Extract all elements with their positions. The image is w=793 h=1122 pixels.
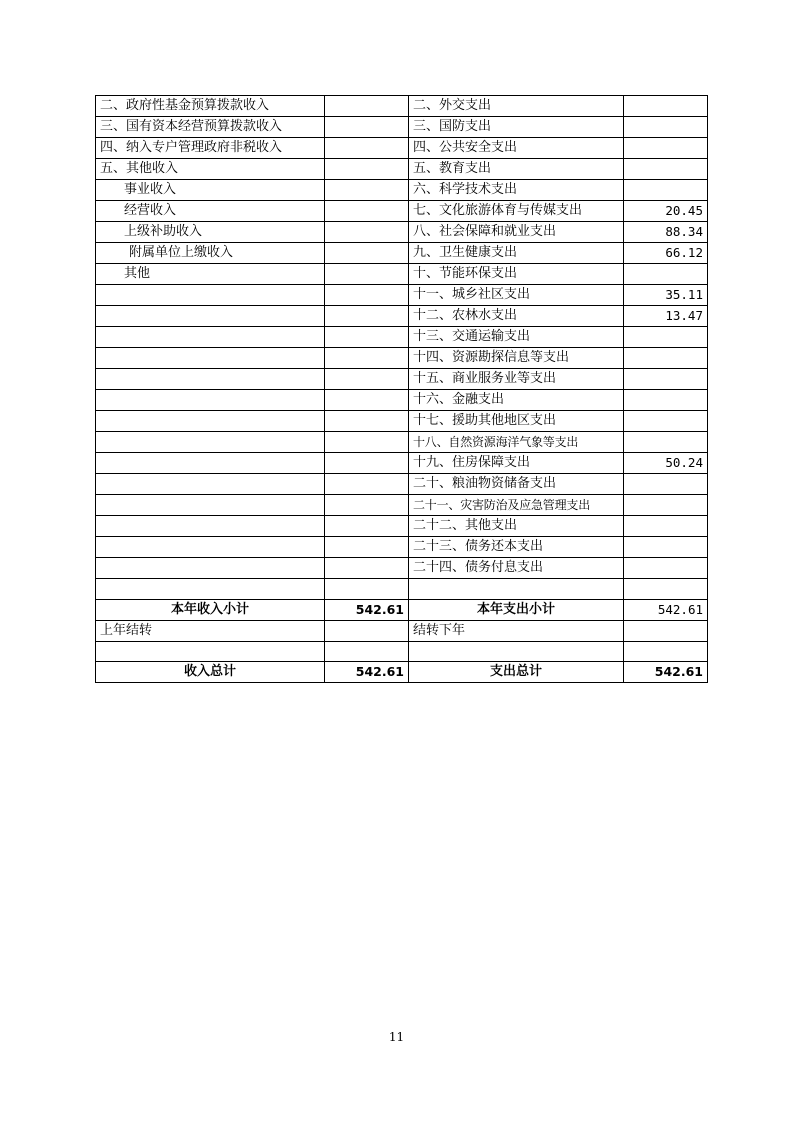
income-item: 四、纳入专户管理政府非税收入 xyxy=(96,138,325,159)
income-item xyxy=(96,411,325,432)
expense-subtotal-label: 本年支出小计 xyxy=(409,599,624,620)
income-item xyxy=(96,432,325,453)
expense-item: 十五、商业服务业等支出 xyxy=(409,369,624,390)
income-amount xyxy=(325,327,409,348)
expense-amount xyxy=(624,369,708,390)
income-amount xyxy=(325,201,409,222)
table-row xyxy=(96,641,708,662)
income-amount xyxy=(325,390,409,411)
income-amount xyxy=(325,138,409,159)
expense-item: 二十四、债务付息支出 xyxy=(409,558,624,579)
income-amount xyxy=(325,285,409,306)
income-subtotal-label: 本年收入小计 xyxy=(96,599,325,620)
income-item xyxy=(96,641,325,662)
expense-item: 二十一、灾害防治及应急管理支出 xyxy=(409,495,624,516)
expense-item: 二十、粮油物资储备支出 xyxy=(409,474,624,495)
table-row xyxy=(96,348,708,369)
income-amount xyxy=(325,495,409,516)
table-row xyxy=(96,390,708,411)
expense-item: 十七、援助其他地区支出 xyxy=(409,411,624,432)
expense-item xyxy=(409,641,624,662)
table-row xyxy=(96,306,708,327)
table-row xyxy=(96,159,708,180)
income-amount xyxy=(325,159,409,180)
expense-item xyxy=(409,579,624,600)
income-item xyxy=(96,474,325,495)
income-total-amount: 542.61 xyxy=(325,662,409,683)
expense-item: 十六、金融支出 xyxy=(409,390,624,411)
income-amount xyxy=(325,369,409,390)
carryover-row xyxy=(96,620,708,641)
income-amount xyxy=(325,453,409,474)
expense-amount xyxy=(624,264,708,285)
table-row xyxy=(96,432,708,453)
table-row xyxy=(96,201,708,222)
expense-item: 十八、自然资源海洋气象等支出 xyxy=(409,432,624,453)
income-subtotal-amount: 542.61 xyxy=(325,599,409,620)
income-amount xyxy=(325,558,409,579)
income-item: 三、国有资本经营预算拨款收入 xyxy=(96,117,325,138)
income-amount xyxy=(325,474,409,495)
next-year-carryover-label: 结转下年 xyxy=(409,620,624,641)
income-item xyxy=(96,348,325,369)
income-amount xyxy=(325,306,409,327)
expense-item: 十四、资源勘探信息等支出 xyxy=(409,348,624,369)
table-row xyxy=(96,222,708,243)
income-amount xyxy=(325,537,409,558)
expense-item: 十一、城乡社区支出 xyxy=(409,285,624,306)
expense-amount xyxy=(624,495,708,516)
table-row xyxy=(96,537,708,558)
income-item xyxy=(96,453,325,474)
budget-table xyxy=(95,95,708,683)
income-item: 经营收入 xyxy=(96,201,325,222)
table-row xyxy=(96,96,708,117)
income-amount xyxy=(325,641,409,662)
table-row xyxy=(96,579,708,600)
expense-amount xyxy=(624,641,708,662)
income-item xyxy=(96,390,325,411)
expense-item: 四、公共安全支出 xyxy=(409,138,624,159)
income-item xyxy=(96,327,325,348)
expense-subtotal-amount: 542.61 xyxy=(624,599,708,620)
expense-amount xyxy=(624,96,708,117)
income-item xyxy=(96,495,325,516)
table-row xyxy=(96,474,708,495)
table-row xyxy=(96,264,708,285)
expense-total-label: 支出总计 xyxy=(409,662,624,683)
table-row xyxy=(96,285,708,306)
income-item: 二、政府性基金预算拨款收入 xyxy=(96,96,325,117)
expense-amount xyxy=(624,159,708,180)
table-row xyxy=(96,117,708,138)
expense-amount xyxy=(624,558,708,579)
income-item xyxy=(96,579,325,600)
expense-item: 九、卫生健康支出 xyxy=(409,243,624,264)
income-amount xyxy=(325,348,409,369)
expense-amount: 35.11 xyxy=(624,285,708,306)
income-amount xyxy=(325,432,409,453)
expense-amount xyxy=(624,138,708,159)
expense-amount xyxy=(624,537,708,558)
expense-item: 八、社会保障和就业支出 xyxy=(409,222,624,243)
expense-amount xyxy=(624,348,708,369)
income-amount xyxy=(325,222,409,243)
income-amount xyxy=(325,96,409,117)
income-item: 附属单位上缴收入 xyxy=(96,243,325,264)
income-item: 上级补助收入 xyxy=(96,222,325,243)
expense-amount: 50.24 xyxy=(624,453,708,474)
expense-item: 二、外交支出 xyxy=(409,96,624,117)
table-row xyxy=(96,453,708,474)
table-row xyxy=(96,180,708,201)
expense-amount xyxy=(624,390,708,411)
table-row xyxy=(96,243,708,264)
table-row xyxy=(96,369,708,390)
income-item: 其他 xyxy=(96,264,325,285)
expense-item: 十二、农林水支出 xyxy=(409,306,624,327)
expense-amount xyxy=(624,579,708,600)
table-row xyxy=(96,411,708,432)
income-item: 事业收入 xyxy=(96,180,325,201)
expense-item: 十、节能环保支出 xyxy=(409,264,624,285)
prior-year-carryover-label: 上年结转 xyxy=(96,620,325,641)
expense-item: 二十二、其他支出 xyxy=(409,516,624,537)
income-item xyxy=(96,537,325,558)
expense-item: 六、科学技术支出 xyxy=(409,180,624,201)
expense-amount xyxy=(624,474,708,495)
expense-amount xyxy=(624,180,708,201)
prior-year-carryover-amount xyxy=(325,620,409,641)
income-amount xyxy=(325,264,409,285)
table-row xyxy=(96,327,708,348)
income-amount xyxy=(325,180,409,201)
table-row xyxy=(96,138,708,159)
expense-amount xyxy=(624,432,708,453)
expense-amount: 20.45 xyxy=(624,201,708,222)
income-total-label: 收入总计 xyxy=(96,662,325,683)
expense-item: 五、教育支出 xyxy=(409,159,624,180)
income-amount xyxy=(325,117,409,138)
total-row xyxy=(96,662,708,683)
expense-item: 二十三、债务还本支出 xyxy=(409,537,624,558)
expense-amount: 88.34 xyxy=(624,222,708,243)
income-amount xyxy=(325,411,409,432)
income-amount xyxy=(325,243,409,264)
expense-amount xyxy=(624,411,708,432)
expense-amount xyxy=(624,117,708,138)
expense-amount: 66.12 xyxy=(624,243,708,264)
income-item xyxy=(96,369,325,390)
income-amount xyxy=(325,516,409,537)
page-number: 11 xyxy=(388,1030,405,1044)
expense-item: 三、国防支出 xyxy=(409,117,624,138)
expense-amount xyxy=(624,327,708,348)
expense-item: 十三、交通运输支出 xyxy=(409,327,624,348)
income-item xyxy=(96,306,325,327)
expense-total-amount: 542.61 xyxy=(624,662,708,683)
income-item: 五、其他收入 xyxy=(96,159,325,180)
table-row xyxy=(96,558,708,579)
income-item xyxy=(96,516,325,537)
subtotal-row xyxy=(96,599,708,620)
next-year-carryover-amount xyxy=(624,620,708,641)
table-row xyxy=(96,516,708,537)
expense-amount: 13.47 xyxy=(624,306,708,327)
income-amount xyxy=(325,579,409,600)
expense-item: 七、文化旅游体育与传媒支出 xyxy=(409,201,624,222)
income-item xyxy=(96,285,325,306)
expense-amount xyxy=(624,516,708,537)
table-row xyxy=(96,495,708,516)
expense-item: 十九、住房保障支出 xyxy=(409,453,624,474)
income-item xyxy=(96,558,325,579)
